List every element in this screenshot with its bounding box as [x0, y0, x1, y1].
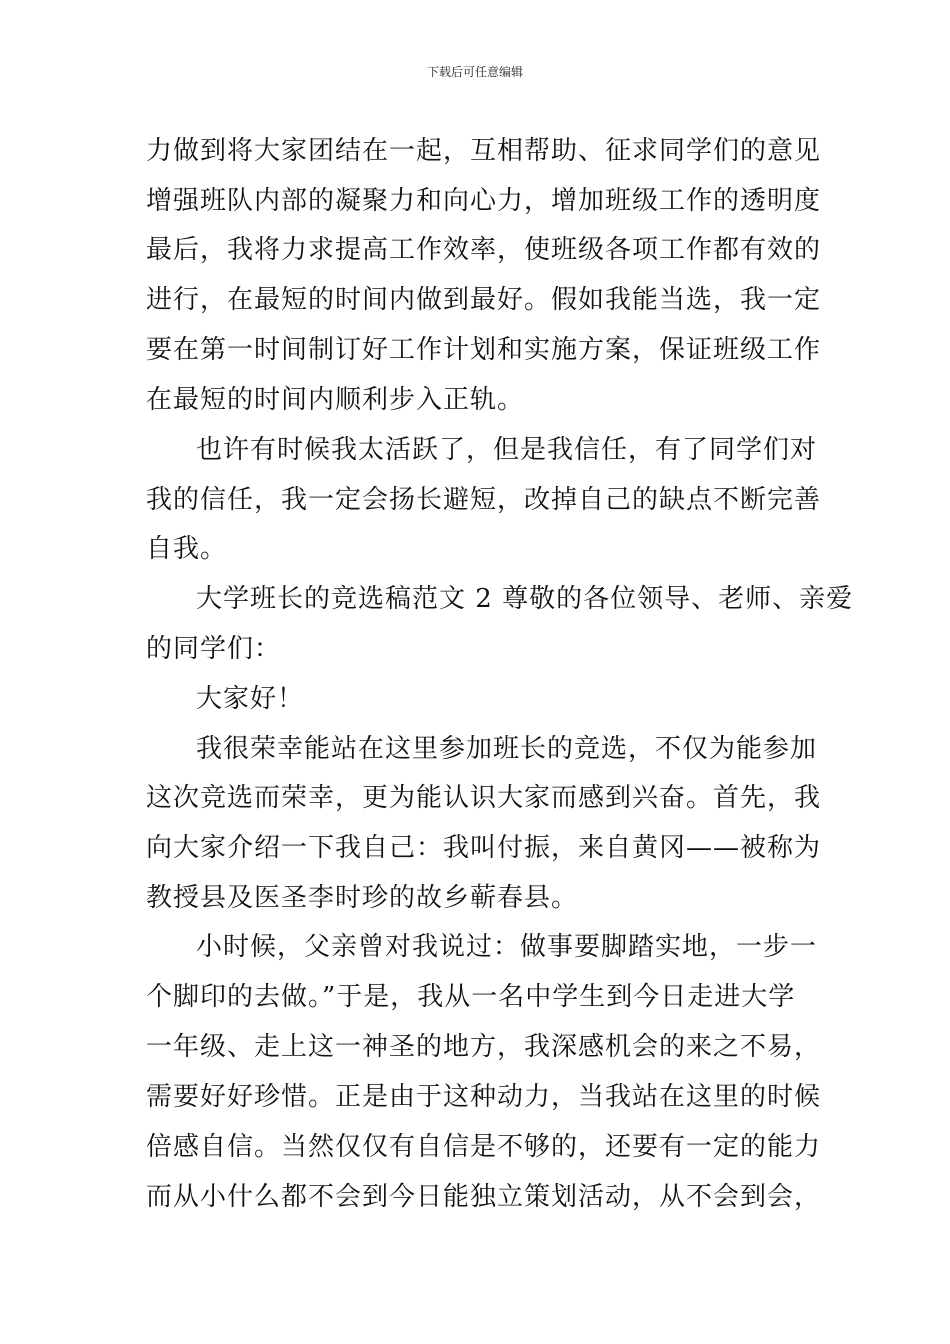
- text-line-17: 小时候，父亲曾对我说过：做事要脚踏实地，一步一: [196, 932, 818, 962]
- text-line-10: 大学班长的竞选稿范文 2 尊敬的各位领导、老师、亲爱: [196, 584, 854, 614]
- text-line-3: 最后，我将力求提高工作效率，使班级各项工作都有效的: [146, 235, 822, 265]
- text-line-11: 的同学们：: [146, 634, 282, 664]
- text-line-18: 个脚印的去做。”于是，我从一名中学生到今日走进大学: [146, 982, 796, 1012]
- text-line-2: 增强班队内部的凝聚力和向心力，增加班级工作的透明度: [146, 186, 822, 216]
- text-line-6: 在最短的时间内顺利步入正轨。: [146, 385, 525, 415]
- text-line-20: 需要好好珍惜。正是由于这种动力，当我站在这里的时候: [146, 1082, 822, 1112]
- text-line-1: 力做到将大家团结在一起，互相帮助、征求同学们的意见: [146, 136, 822, 166]
- text-line-19: 一年级、走上这一神圣的地方，我深感机会的来之不易，: [146, 1032, 822, 1062]
- text-line-13: 我很荣幸能站在这里参加班长的竞选，不仅为能参加: [196, 734, 818, 764]
- text-line-16: 教授县及医圣李时珍的故乡蕲春县。: [146, 883, 579, 913]
- text-line-22: 而从小什么都不会到今日能独立策划活动，从不会到会，: [146, 1182, 822, 1212]
- text-line-7: 也许有时候我太活跃了，但是我信任，有了同学们对: [196, 435, 818, 465]
- text-line-14: 这次竞选而荣幸，更为能认识大家而感到兴奋。首先，我: [146, 783, 822, 813]
- text-line-5: 要在第一时间制订好工作计划和实施方案，保证班级工作: [146, 335, 822, 365]
- text-line-21: 倍感自信。当然仅仅有自信是不够的，还要有一定的能力: [146, 1132, 822, 1162]
- page-header: 下载后可任意编辑: [426, 65, 523, 79]
- text-line-4: 进行，在最短的时间内做到最好。假如我能当选，我一定: [146, 285, 822, 315]
- text-line-9: 自我。: [146, 534, 228, 564]
- text-line-8: 我的信任，我一定会扬长避短，改掉自己的缺点不断完善: [146, 485, 822, 515]
- text-line-15: 向大家介绍一下我自己：我叫付振，来自黄冈——被称为: [146, 833, 822, 863]
- text-line-12: 大家好！: [196, 684, 305, 714]
